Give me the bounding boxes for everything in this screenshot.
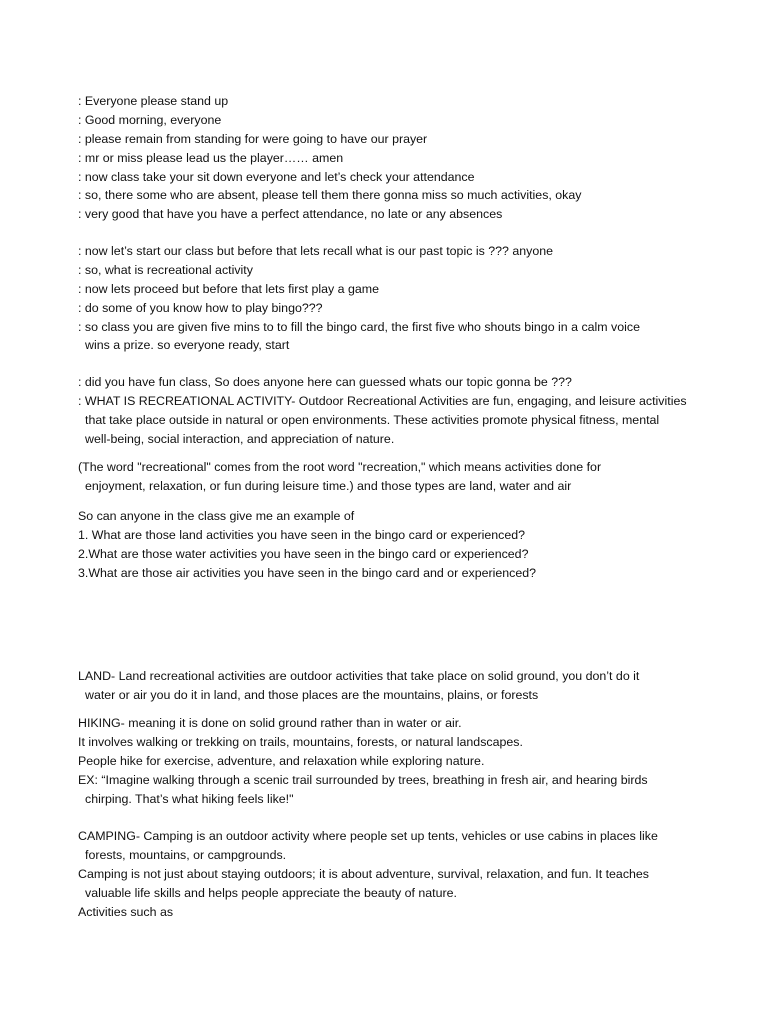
paragraph-line: Camping is not just about staying outdoors; it is about adventure, survival, relaxation, and fun. It teaches: [78, 866, 649, 881]
dialogue-line: : now lets proceed but before that lets first play a game: [78, 281, 379, 296]
question-item: 1. What are those land activities you have seen in the bingo card or experienced?: [78, 527, 526, 542]
word-origin-paragraph: [78, 458, 688, 496]
paragraph-line: CAMPING- Camping is an outdoor activity where people set up tents, vehicles or use cabins in places like: [78, 829, 658, 843]
paragraph-line: EX: “Imagine walking through a scenic trail surrounded by trees, breathing in fresh air, and hearing birds: [78, 772, 648, 787]
paragraph-line: (The word "recreational" comes from the root word "recreation," which means activities done for: [78, 460, 602, 474]
dialogue-line: : do some of you know how to play bingo???: [78, 300, 323, 315]
hiking-section: [78, 714, 688, 808]
recall-dialogue: [78, 242, 688, 355]
paragraph-line: enjoyment, relaxation, or fun during leisure time.) and those types are land, water and air: [85, 478, 572, 493]
example-intro: So can anyone in the class give me an example of: [78, 509, 355, 523]
paragraph-line: HIKING- meaning it is done on solid ground rather than in water or air.: [78, 716, 462, 730]
dialogue-line: : did you have fun class, So does anyone here can guessed whats our topic gonna be ???: [78, 375, 572, 389]
dialogue-line: : Good morning, everyone: [78, 112, 222, 127]
dialogue-line: wins a prize. so everyone ready, start: [85, 338, 290, 353]
dialogue-line: : now class take your sit down everyone and let’s check your attendance: [78, 169, 475, 184]
camping-section: [78, 827, 688, 921]
dialogue-line: : please remain from standing for were going to have our prayer: [78, 131, 428, 146]
dialogue-line: : Everyone please stand up: [78, 94, 229, 108]
dialogue-line: : so, there some who are absent, please tell them there gonna miss so much activities, okay: [78, 188, 582, 203]
paragraph-line: forests, mountains, or campgrounds.: [85, 847, 287, 862]
dialogue-line: : so, what is recreational activity: [78, 262, 253, 277]
example-questions: [78, 507, 688, 583]
topic-introduction: [78, 373, 688, 449]
paragraph-line: chirping. That’s what hiking feels like!": [85, 791, 294, 806]
opening-dialogue: [78, 92, 688, 224]
paragraph-line: LAND- Land recreational activities are outdoor activities that take place on solid ground, you don’t do it: [78, 669, 640, 683]
paragraph-line: water or air you do it in land, and those places are the mountains, plains, or forests: [85, 687, 539, 702]
dialogue-line: : mr or miss please lead us the player…… amen: [78, 150, 344, 165]
question-item: 2.What are those water activities you have seen in the bingo card or experienced?: [78, 546, 529, 561]
paragraph-line: valuable life skills and helps people appreciate the beauty of nature.: [85, 885, 457, 900]
dialogue-line: : so class you are given five mins to to fill the bingo card, the first five who shouts bingo in a calm voice: [78, 319, 640, 334]
paragraph-line: People hike for exercise, adventure, and relaxation while exploring nature.: [78, 753, 485, 768]
question-item: 3.What are those air activities you have seen in the bingo card and or experienced?: [78, 565, 537, 580]
dialogue-line: : now let’s start our class but before that lets recall what is our past topic is ??? anyone: [78, 244, 553, 258]
paragraph-line: Activities such as: [78, 904, 174, 919]
definition-line: : WHAT IS RECREATIONAL ACTIVITY- Outdoor Recreational Activities are fun, engaging, and leisure activities: [78, 393, 687, 408]
definition-line: that take place outside in natural or open environments. These activities promote physical fitness, mental: [85, 412, 660, 427]
paragraph-line: It involves walking or trekking on trails, mountains, forests, or natural landscapes.: [78, 734, 523, 749]
definition-line: well-being, social interaction, and appreciation of nature.: [85, 431, 395, 446]
dialogue-line: : very good that have you have a perfect attendance, no late or any absences: [78, 207, 503, 222]
land-section: [78, 667, 688, 705]
